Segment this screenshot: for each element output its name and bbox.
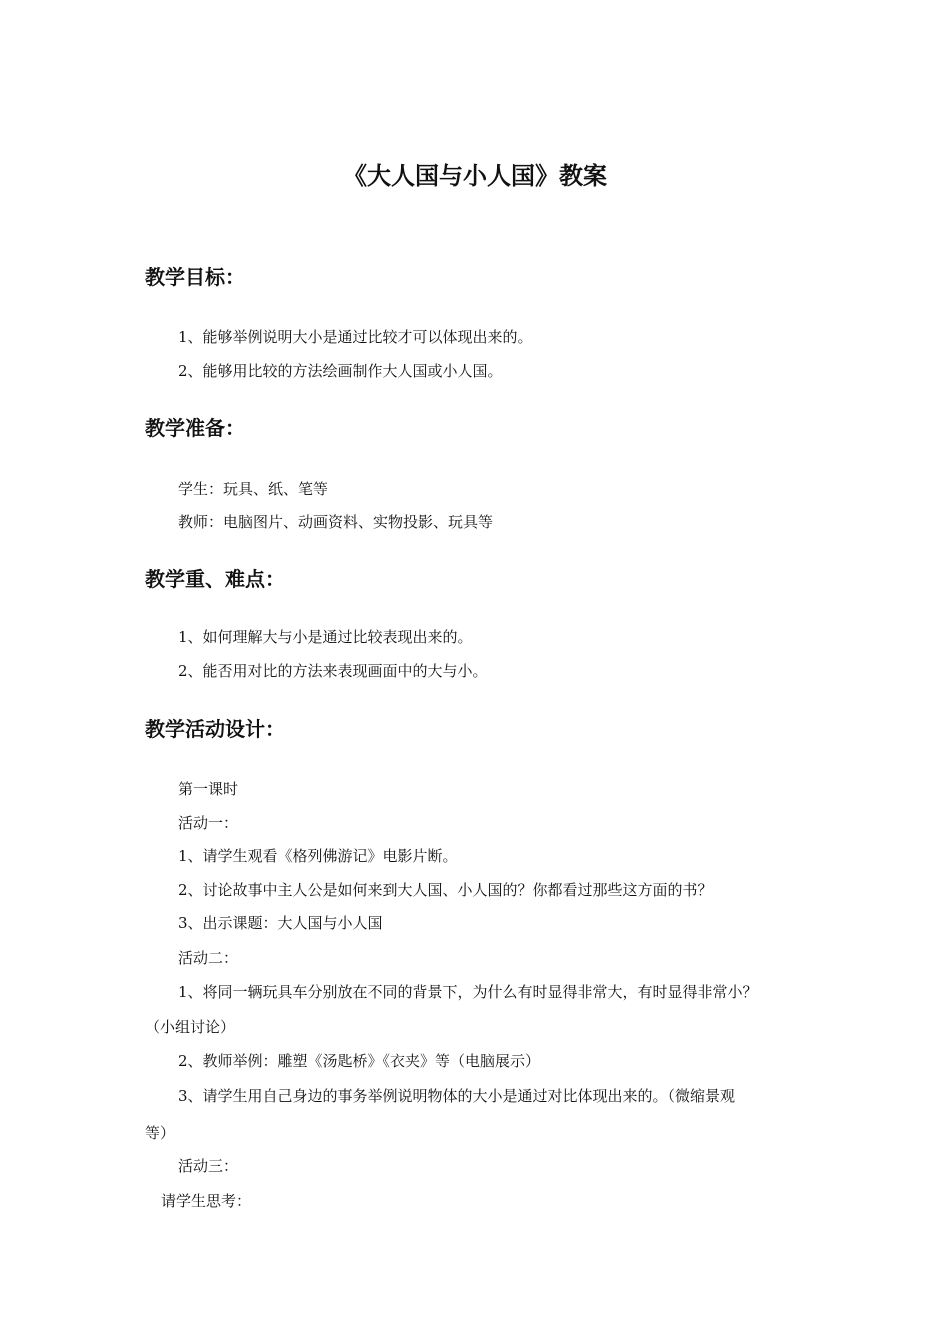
key-point-item-1: 1、如何理解大与小是通过比较表现出来的。 (178, 628, 473, 646)
heading-activities: 教学活动设计： (145, 717, 285, 741)
activity-2-item-3-line-1: 3、请学生用自己身边的事务举例说明物体的大小是通过对比体现出来的。（微缩景观 (178, 1087, 736, 1105)
activity-2-item-2: 2、教师举例：雕塑《汤匙桥》《衣夹》等（电脑展示） (178, 1052, 541, 1070)
heading-key-points: 教学重、难点： (145, 567, 285, 591)
activity-1-item-2: 2、讨论故事中主人公是如何来到大人国、小人国的？你都看过那些这方面的书？ (178, 881, 713, 899)
activity-1-label: 活动一： (178, 814, 239, 832)
preparation-teacher: 教师：电脑图片、动画资料、实物投影、玩具等 (178, 513, 494, 531)
heading-preparation: 教学准备： (145, 416, 245, 440)
heading-objectives: 教学目标： (145, 265, 245, 289)
activity-2-item-1-line-2: （小组讨论） (145, 1018, 236, 1036)
document-title: 《大人国与小人国》教案 (343, 162, 607, 190)
activity-3-prompt: 请学生思考： (161, 1192, 252, 1210)
activity-2-label: 活动二： (178, 949, 239, 967)
objective-item-2: 2、能够用比较的方法绘画制作大人国或小人国。 (178, 362, 503, 380)
activity-1-item-1: 1、请学生观看《格列佛游记》电影片断。 (178, 847, 458, 865)
key-point-item-2: 2、能否用对比的方法来表现画面中的大与小。 (178, 662, 488, 680)
activity-2-item-3-line-2: 等） (145, 1124, 176, 1142)
objective-item-1: 1、能够举例说明大小是通过比较才可以体现出来的。 (178, 328, 533, 346)
activity-1-item-3: 3、出示课题：大人国与小人国 (178, 914, 383, 932)
lesson-label: 第一课时 (178, 780, 239, 798)
activity-3-label: 活动三： (178, 1157, 239, 1175)
activity-2-item-1-line-1: 1、将同一辆玩具车分别放在不同的背景下，为什么有时显得非常大，有时显得非常小？ (178, 983, 758, 1001)
preparation-student: 学生：玩具、纸、笔等 (178, 480, 329, 498)
